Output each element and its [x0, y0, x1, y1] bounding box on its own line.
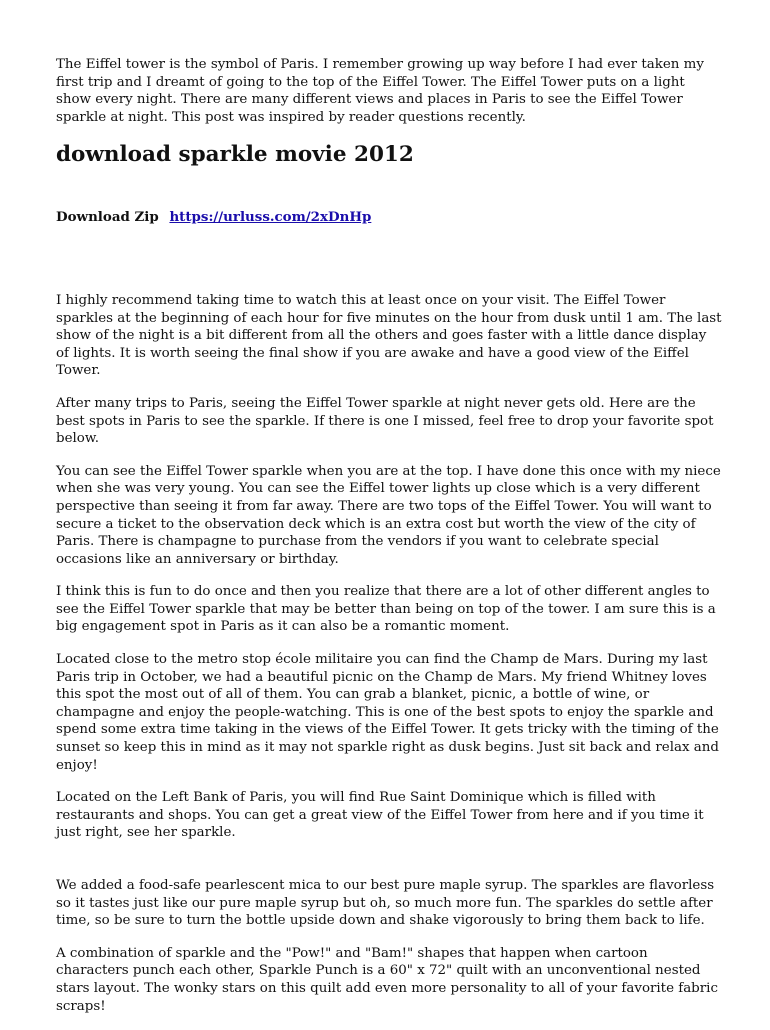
body-paragraph: You can see the Eiffel Tower sparkle when you are at the top. I have done this once with my niece when she was very young. You can see the Eiffel tower lights up close which is a very different perspective than seeing it from far away. There are two tops of the Eiffel Tower. You will want to secure a ticket to the observation deck which is an extra cost but worth the view of the city of Paris. There is champagne to purchase from the vendors if you want to celebrate special occasions like an anniversary or birthday.: [56, 463, 721, 567]
article: [56, 56, 722, 1030]
body-paragraph: A combination of sparkle and the "Pow!" and "Bam!" shapes that happen when cartoon characters punch each other, Sparkle Punch is a 60" x 72" quilt with an unconventional nested stars layout. The wonky stars on this quilt add even more personality to all of your favorite fabric scraps!: [56, 945, 718, 1014]
article-extra: [56, 877, 722, 1015]
download-line: [56, 209, 722, 227]
page-title: download sparkle movie 2012: [56, 142, 414, 168]
body-paragraph: Located on the Left Bank of Paris, you will find Rue Saint Dominique which is filled with restaurants and shops. You can get a great view of the Eiffel Tower from here and if you time it just right, see her sparkle.: [56, 790, 704, 841]
download-label: Download Zip: [56, 209, 159, 226]
body-paragraph: Located close to the metro stop école militaire you can find the Champ de Mars. During my last Paris trip in October, we had a beautiful picnic on the Champ de Mars. My friend Whitney loves this spot the most out of all of them. You can grab a blanket, picnic, a bottle of wine, or champagne and enjoy the people-watching. This is one of the best spots to enjoy the sparkle and spend some extra time taking in the views of the Eiffel Tower. It gets tricky with the timing of the sunset so keep this in mind as it may not sparkle right as dusk begins. Just sit back and relax and enjoy!: [56, 652, 719, 773]
body-paragraph: I highly recommend taking time to watch this at least once on your visit. The Eiffel Tower sparkles at the beginning of each hour for five minutes on the hour from dusk until 1 am. The last show of the night is a bit different from all the others and goes faster with a little dance display of lights. It is worth seeing the final show if you are awake and have a good view of the Eiffel Tower.: [56, 292, 722, 379]
article-body: [56, 292, 722, 842]
body-paragraph: I think this is fun to do once and then you realize that there are a lot of other different angles to see the Eiffel Tower sparkle that may be better than being on top of the tower. I am sure this is a big engagement spot in Paris as it can also be a romantic moment.: [56, 584, 716, 635]
intro-paragraph: The Eiffel tower is the symbol of Paris. I remember growing up way before I had ever taken my first trip and I dreamt of going to the top of the Eiffel Tower. The Eiffel Tower puts on a light show every night. There are many different views and places in Paris to see the Eiffel Tower sparkle at night. This post was inspired by reader questions recently.: [56, 57, 704, 125]
download-link[interactable]: https://urluss.com/2xDnHp: [169, 209, 372, 226]
body-paragraph: We added a food-safe pearlescent mica to our best pure maple syrup. The sparkles are flavorless so it tastes just like our pure maple syrup but oh, so much more fun. The sparkles do settle after time, so be sure to turn the bottle upside down and shake vigorously to bring them back to life.: [56, 878, 715, 929]
body-paragraph: After many trips to Paris, seeing the Eiffel Tower sparkle at night never gets old. Here are the best spots in Paris to see the sparkle. If there is one I missed, feel free to drop your favorite spot below.: [56, 395, 714, 447]
